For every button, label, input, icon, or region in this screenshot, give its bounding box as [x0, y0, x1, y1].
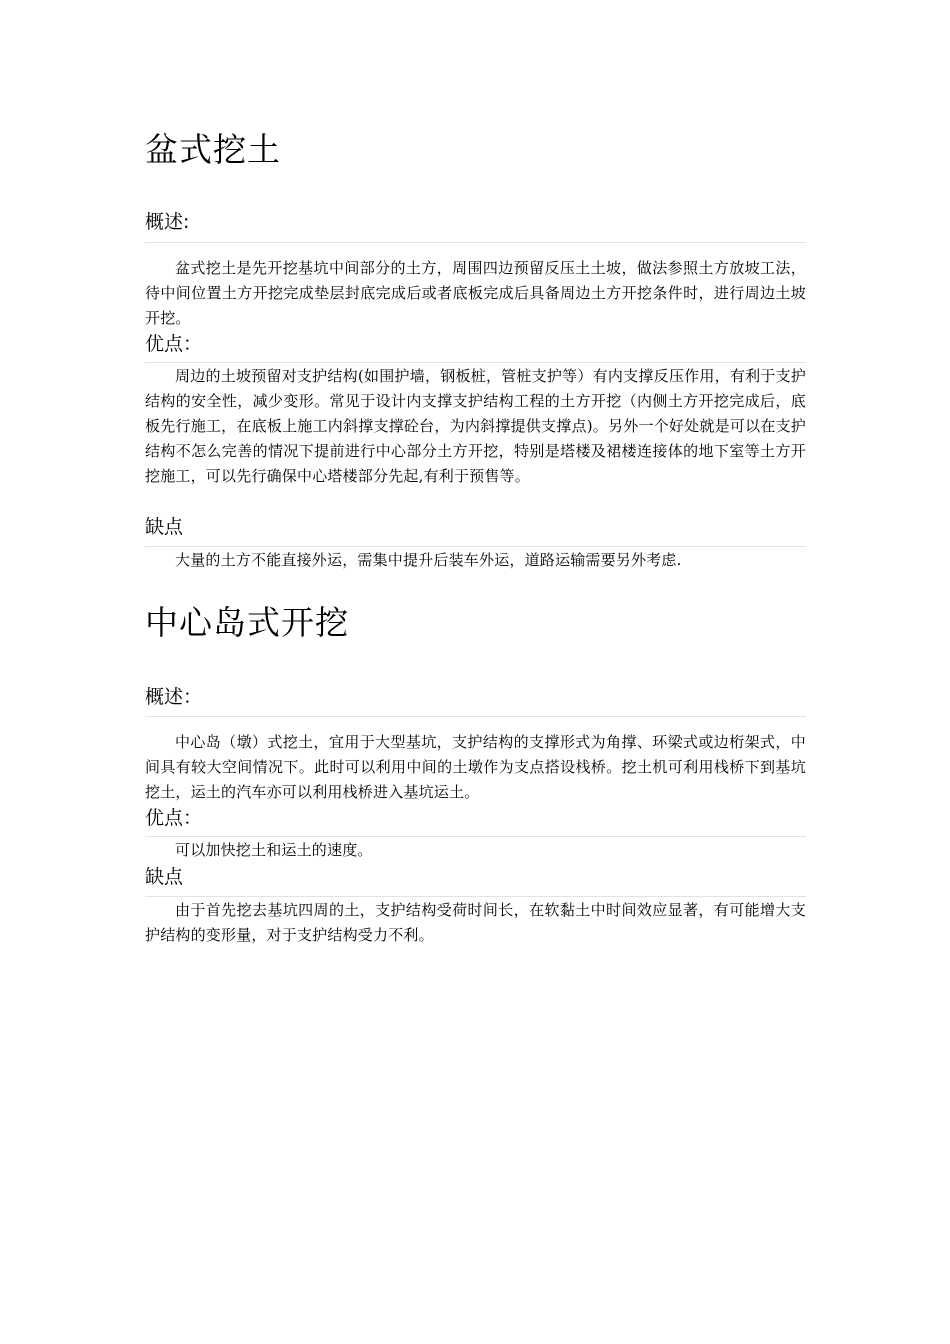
divider — [145, 242, 806, 243]
divider — [145, 546, 806, 547]
divider — [145, 716, 806, 717]
overview-paragraph: 盆式挖土是先开挖基坑中间部分的土方，周围四边预留反压土土坡，做法参照土方放坡工法，待中间位置土方开挖完成垫层封底完成后或者底板完成后具备周边土方开挖条件时，进行周边土坡开挖。 — [145, 259, 806, 327]
overview-paragraph: 中心岛（墩）式挖土，宜用于大型基坑，支护结构的支撑形式为角撑、环梁式或边桁架式，中间具有较大空间情况下。此时可以利用中间的土墩作为支点搭设栈桥。挖土机可利用栈桥下到基坑挖土，运土的汽车亦可以利用栈桥进入基坑运土。 — [145, 733, 806, 801]
overview-heading: 概述： — [145, 686, 203, 708]
pros-heading: 优点： — [145, 333, 203, 355]
cons-heading: 缺点 — [145, 516, 184, 538]
cons-heading: 缺点 — [145, 866, 184, 888]
cons-paragraph: 由于首先挖去基坑四周的土，支护结构受荷时间长，在软黏土中时间效应显著，有可能增大支护结构的变形量，对于支护结构受力不利。 — [145, 901, 806, 944]
pros-heading: 优点： — [145, 807, 203, 829]
section-title: 中心岛式开挖 — [145, 603, 349, 642]
cons-paragraph: 大量的土方不能直接外运，需集中提升后装车外运，道路运输需要另外考虑. — [175, 551, 682, 569]
divider — [145, 362, 806, 363]
divider — [145, 896, 806, 897]
pros-paragraph: 可以加快挖土和运土的速度。 — [175, 841, 373, 859]
section-title: 盆式挖土 — [145, 130, 281, 169]
divider — [145, 836, 806, 837]
pros-paragraph: 周边的土坡预留对支护结构(如围护墙，钢板桩，管桩支护等）有内支撑反压作用，有利于支护结构的安全性，减少变形。常见于设计内支撑支护结构工程的土方开挖（内侧土方开挖完成后，底板先行施工，在底板上施工内斜撑支撑砼台，为内斜撑提供支撑点)。另外一个好处就是可以在支护结构不怎么完善的情况下提前进行中心部分土方开挖，特别是塔楼及裙楼连接体的地下室等土方开挖施工，可以先行确保中心塔楼部分先起,有利于预售等。 — [145, 367, 806, 485]
overview-heading: 概述: — [145, 211, 190, 233]
